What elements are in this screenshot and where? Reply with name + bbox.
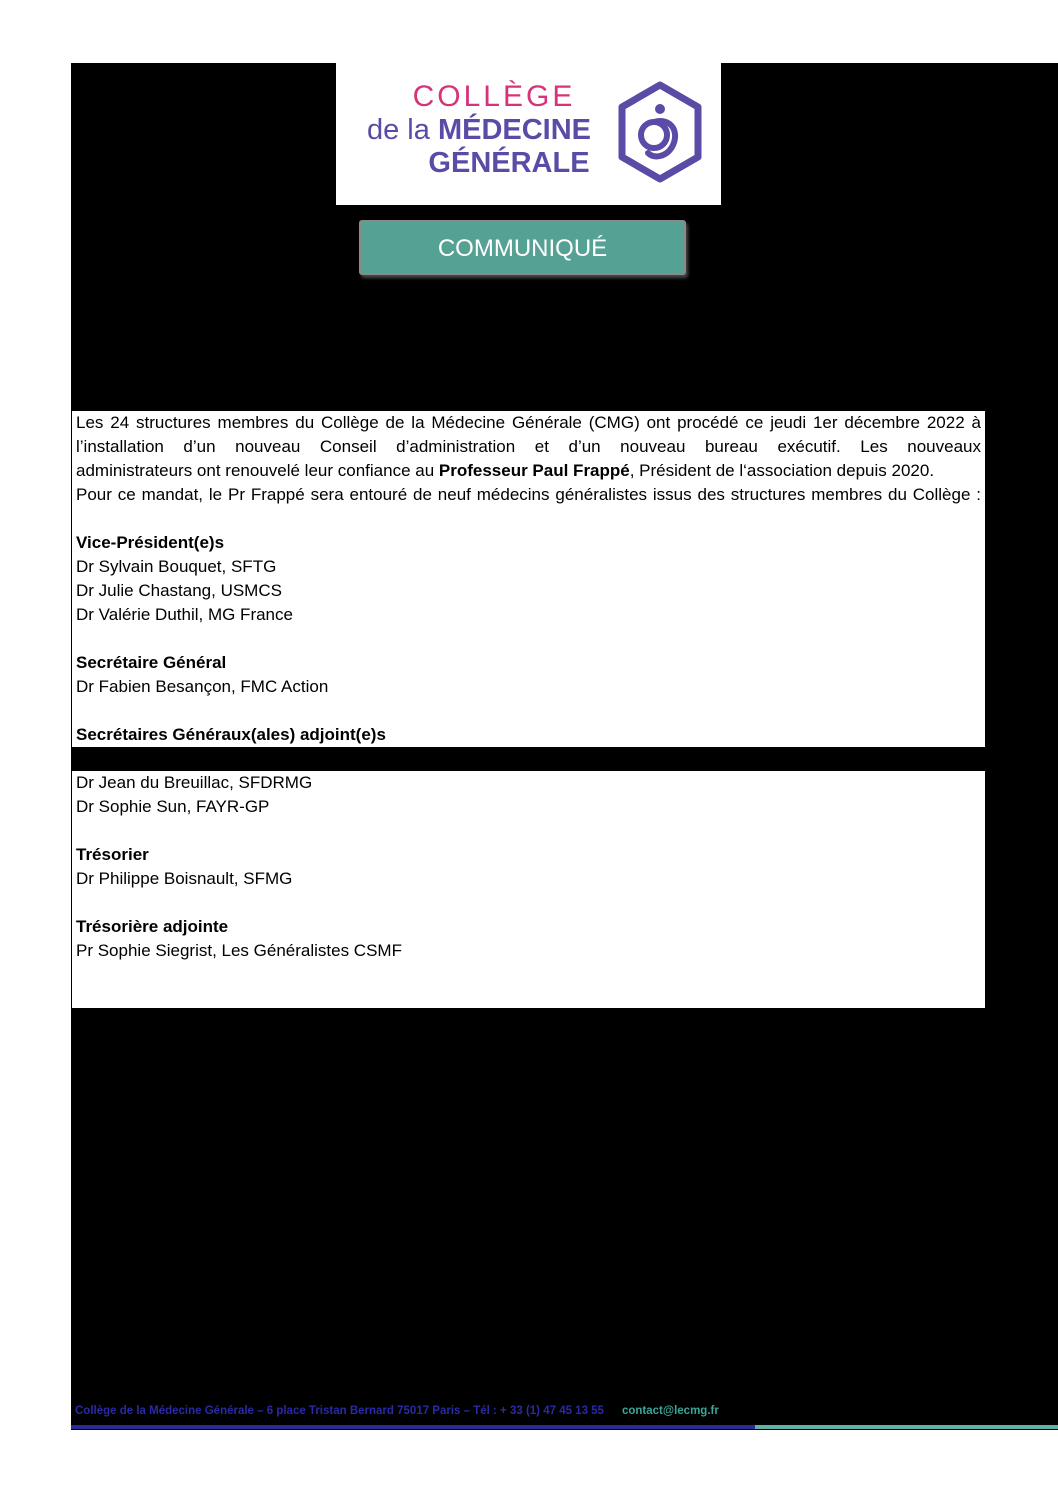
communique-badge: COMMUNIQUÉ [359, 220, 686, 275]
logo-line-medecine-light: de la [366, 114, 438, 146]
college-logo [336, 63, 721, 205]
member-line: Dr Julie Chastang, USMCS [76, 581, 282, 600]
heading-secretary-general: Secrétaire Général [76, 653, 227, 672]
heading-vice-presidents: Vice-Président(e)s [76, 533, 225, 552]
member-line: Dr Sylvain Bouquet, SFTG [76, 557, 277, 576]
member-line: Dr Jean du Breuillac, SFDRMG [76, 773, 313, 792]
intro-line-1: Les 24 structures membres du Collège de la Médecine Générale (CMG) ont procédé ce jeudi 1er décembre 2022 à [76, 413, 981, 432]
intro-line-2: l’installation d’un nouveau Conseil d’administration et d’un nouveau bureau exécutif. Les nouveaux [76, 437, 981, 456]
member-line: Pr Sophie Siegrist, Les Généralistes CSMF [76, 941, 402, 960]
announcement-box-bottom [72, 771, 985, 1008]
announcement-box-top [72, 411, 985, 747]
footer-address: Collège de la Médecine Générale – 6 place Tristan Bernard 75017 Paris – Tél : + 33 (1) 47 45 13 55 [75, 1405, 604, 1417]
member-line: Dr Fabien Besançon, FMC Action [76, 677, 329, 696]
logo-line-medecine-bold: MÉDECINE [437, 114, 592, 146]
intro-line-3 [76, 459, 981, 483]
heading-deputy-treasurer: Trésorière adjointe [76, 917, 229, 936]
intro-line-3-start: administrateurs ont renouvelé leur confiance au [76, 461, 439, 480]
logo-line-medecine [354, 113, 604, 147]
logo-line-college: COLLÈGE [412, 80, 576, 113]
footer-bar-teal [755, 1425, 1058, 1429]
heading-deputy-secretaries: Secrétaires Généraux(ales) adjoint(e)s [76, 725, 386, 744]
heading-treasurer: Trésorier [76, 845, 149, 864]
president-name: Professeur Paul Frappé [438, 461, 630, 480]
member-line: Dr Valérie Duthil, MG France [76, 605, 293, 624]
footer-contact [75, 1405, 975, 1417]
member-line: Dr Philippe Boisnault, SFMG [76, 869, 293, 888]
hexagon-logo-icon [614, 77, 706, 187]
member-line: Dr Sophie Sun, FAYR-GP [76, 797, 270, 816]
logo-line-generale: GÉNÉRALE [428, 147, 590, 179]
intro-line-4: Pour ce mandat, le Pr Frappé sera entouré de neuf médecins généralistes issus des structures membres du Collège : [76, 485, 981, 504]
footer-bar-purple [71, 1425, 755, 1429]
footer-email-link[interactable]: contact@lecmg.fr [621, 1405, 719, 1417]
intro-line-3-end: , Président de l‘association depuis 2020. [629, 461, 935, 480]
